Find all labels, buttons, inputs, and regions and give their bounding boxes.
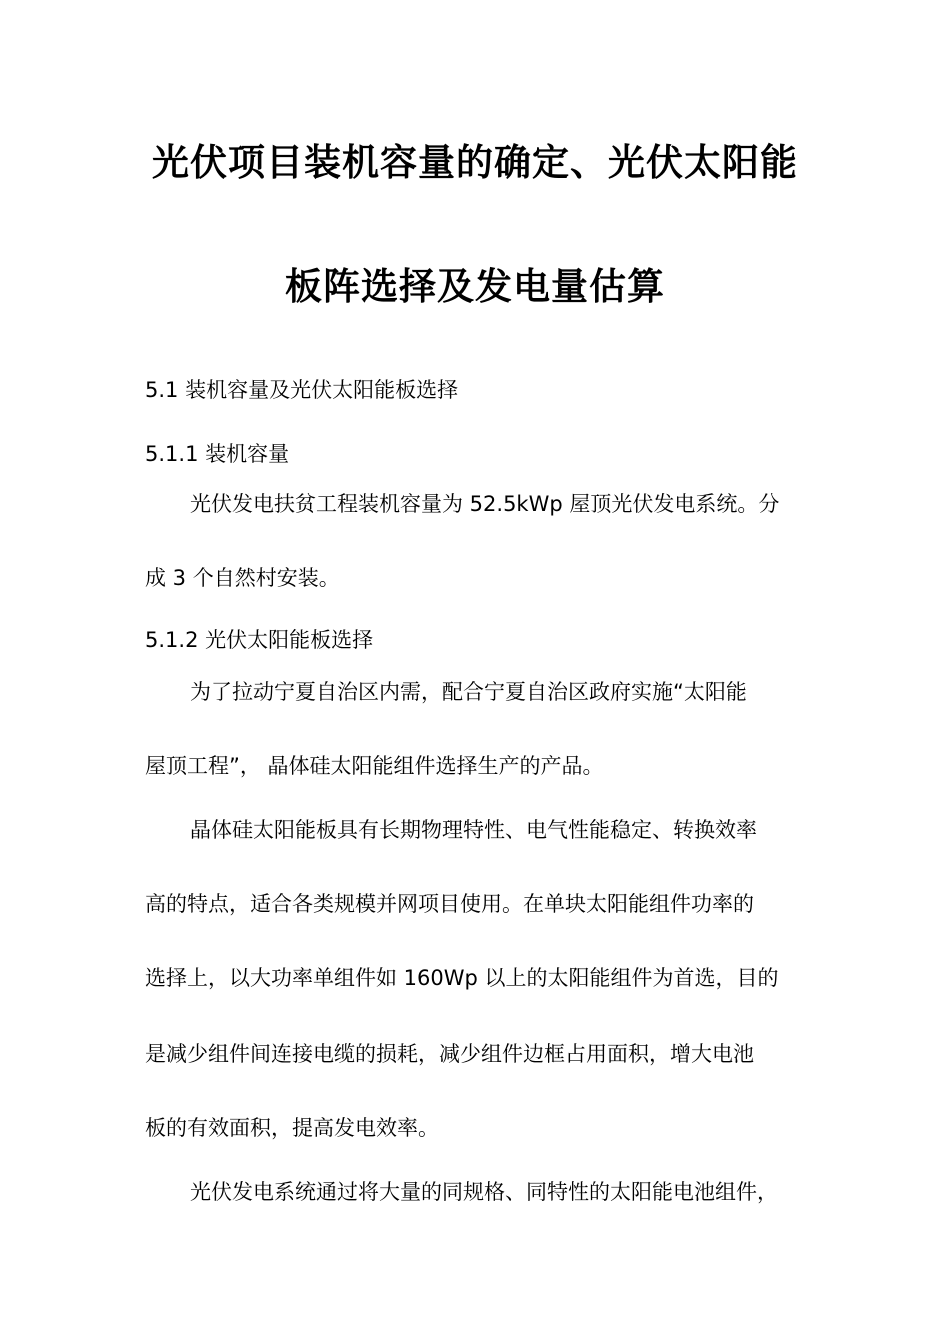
paragraph-3-line-2: 高的特点，适合各类规模并网项目使用。在单块太阳能组件功率的 [145,892,754,916]
paragraph-3-line-5: 板的有效面积，提高发电效率。 [145,1116,439,1140]
paragraph-2-line-2: 屋顶工程”， 晶体硅太阳能组件选择生产的产品。 [145,754,604,778]
paragraph-3-line-3: 选择上，以大功率单组件如 160Wp 以上的太阳能组件为首选，目的 [145,966,779,990]
paragraph-1-line-2: 成 3 个自然村安装。 [145,566,340,590]
paragraph-2-line-1: 为了拉动宁夏自治区内需，配合宁夏自治区政府实施“太阳能 [190,680,747,704]
paragraph-3-line-4: 是减少组件间连接电缆的损耗，减少组件边框占用面积，增大电池 [145,1042,754,1066]
paragraph-4-line-1: 光伏发电系统通过将大量的同规格、同特性的太阳能电池组件， [190,1180,778,1204]
document-title-line-2: 板阵选择及发电量估算 [285,265,665,308]
document-title-line-1: 光伏项目装机容量的确定、光伏太阳能 [152,141,798,184]
paragraph-3-line-1: 晶体硅太阳能板具有长期物理特性、电气性能稳定、转换效率 [190,818,757,842]
paragraph-1-line-1: 光伏发电扶贫工程装机容量为 52.5kWp 屋顶光伏发电系统。分 [190,492,780,516]
section-heading-5-1-1: 5.1.1 装机容量 [145,442,290,466]
section-heading-5-1: 5.1 装机容量及光伏太阳能板选择 [145,378,459,402]
section-heading-5-1-2: 5.1.2 光伏太阳能板选择 [145,628,374,652]
